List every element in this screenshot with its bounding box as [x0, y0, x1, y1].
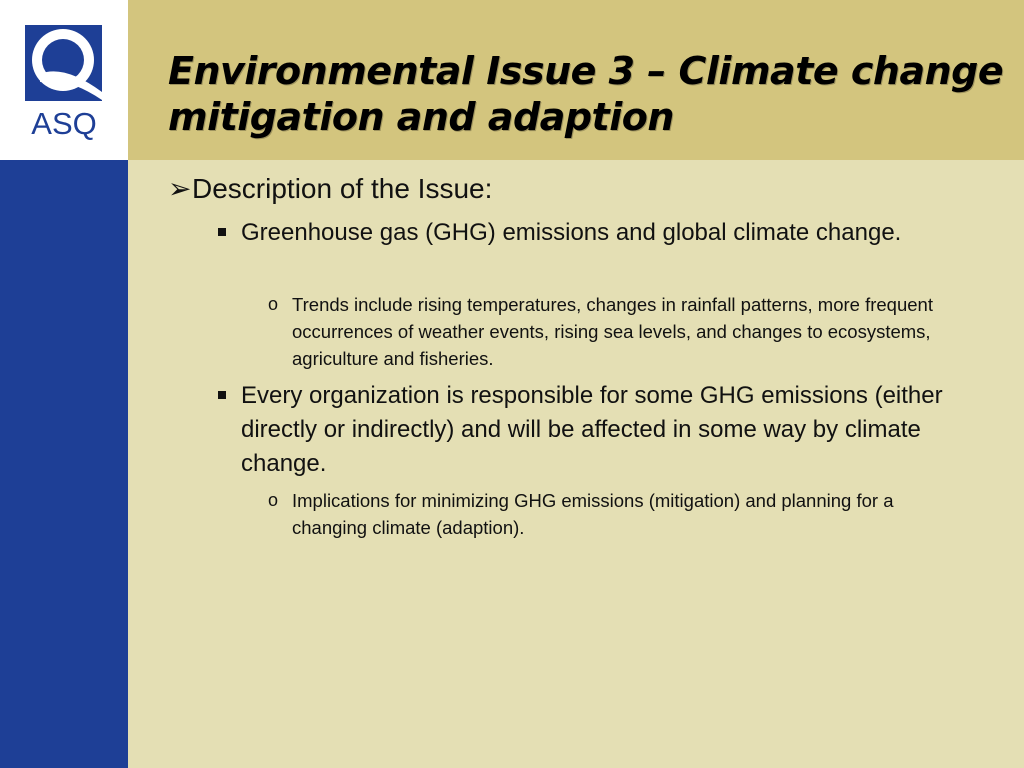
bullet-text: Greenhouse gas (GHG) emissions and global climate change.: [241, 219, 902, 246]
bullet-text: Every organization is responsible for some GHG emissions (either directly or indirectly) and will be affected in some way by climate change.: [241, 382, 943, 477]
bullet-item: [216, 379, 976, 481]
asq-logo: [0, 0, 128, 160]
sub-bullet-text: Implications for minimizing GHG emissions (mitigation) and planning for a changing climate (adaption).: [292, 490, 894, 538]
sub-bullet-item: [268, 291, 948, 372]
sub-bullet-item: [268, 487, 948, 541]
sub-bullet-text: Trends include rising temperatures, changes in rainfall patterns, more frequent occurrences of weather events, rising sea levels, and changes to ecosystems, agriculture and fisheries.: [292, 294, 933, 369]
main-point: [168, 172, 988, 206]
square-bullet-icon: [218, 391, 226, 399]
logo-area: [0, 0, 128, 160]
square-bullet-icon: [218, 228, 226, 236]
logo-text: ASQ: [31, 106, 97, 141]
circle-bullet-icon: o: [268, 294, 279, 314]
bullet-item: [216, 216, 976, 250]
left-accent-bar: [0, 160, 128, 768]
circle-bullet-icon: o: [268, 490, 279, 510]
main-point-text: Description of the Issue:: [192, 173, 493, 204]
slide-title: Environmental Issue 3 – Climate change mitigation and adaption: [168, 49, 1004, 139]
arrow-bullet-icon: ➢: [168, 173, 192, 204]
